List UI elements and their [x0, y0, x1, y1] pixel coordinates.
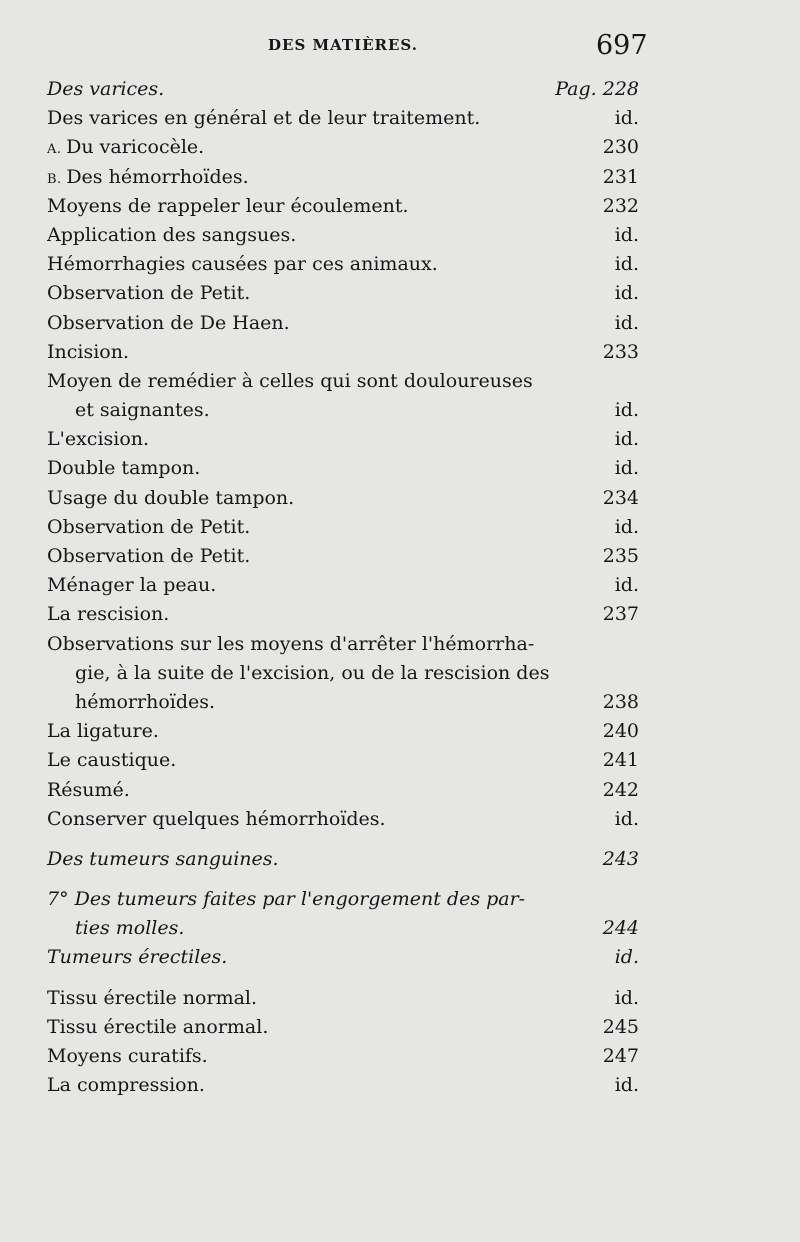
toc-entry — [47, 984, 639, 1013]
toc-entry-title: La rescision. — [47, 603, 170, 626]
toc-entry — [47, 885, 639, 914]
table-of-contents — [47, 75, 639, 1100]
toc-entry — [47, 425, 639, 454]
toc-entry-page: id. — [614, 282, 639, 305]
toc-entry — [47, 600, 639, 629]
toc-entry-title: Le caustique. — [47, 749, 177, 772]
toc-entry — [47, 484, 639, 513]
toc-entry-title: La ligature. — [47, 720, 159, 743]
toc-entry-title: 7° Des tumeurs faites par l'engorgement des par- — [47, 888, 526, 911]
toc-entry-page: id. — [614, 107, 639, 130]
toc-entry-title: Tumeurs érectiles. — [47, 946, 228, 969]
toc-entry-page: id. — [614, 399, 639, 422]
toc-entry-title: L'excision. — [47, 428, 150, 451]
toc-entry-page: 235 — [602, 545, 639, 567]
toc-entry-title: et saignantes. — [75, 399, 210, 422]
toc-entry-prefix: A. — [47, 142, 67, 158]
toc-entry-title: Tissu érectile normal. — [47, 986, 258, 1009]
entry-spacer — [47, 834, 639, 845]
toc-entry-page: 241 — [602, 749, 639, 772]
toc-entry-title: Observation de Petit. — [47, 545, 251, 567]
toc-entry — [47, 309, 639, 338]
toc-entry-page: id. — [614, 807, 639, 830]
toc-entry-title: Ménager la peau. — [47, 574, 217, 597]
toc-entry-page: 247 — [602, 1045, 639, 1067]
toc-entry-title: Usage du double tampon. — [47, 486, 295, 509]
toc-entry — [47, 717, 639, 746]
toc-entry — [47, 1042, 639, 1071]
toc-entry-page: Pag. 228 — [555, 78, 639, 100]
toc-entry-page: 234 — [602, 486, 639, 509]
toc-entry-title: Résumé. — [47, 778, 130, 801]
toc-entry-title: Observations sur les moyens d'arrêter l'hémorrha- — [47, 632, 535, 655]
toc-entry-title: Des tumeurs sanguines. — [47, 847, 279, 870]
toc-entry-page: id. — [614, 946, 639, 969]
entry-spacer — [47, 973, 639, 984]
toc-entry-page: 230 — [602, 136, 639, 159]
toc-entry-title: Hémorrhagies causées par ces animaux. — [47, 253, 438, 276]
toc-entry-prefix: 7° — [47, 888, 75, 911]
toc-entry-page: 240 — [602, 720, 639, 743]
toc-entry — [47, 943, 639, 972]
toc-entry-title: A. Du varicocèle. — [47, 136, 205, 159]
toc-entry-page: id. — [614, 223, 639, 246]
toc-entry-page: id. — [614, 428, 639, 451]
toc-entry-title: Observation de Petit. — [47, 515, 251, 538]
toc-entry-page: 233 — [602, 340, 639, 363]
toc-entry-title: Des varices en général et de leur traitement. — [47, 107, 481, 130]
toc-entry — [47, 805, 639, 834]
page-number: 697 — [596, 30, 648, 61]
toc-entry-title: Observation de Petit. — [47, 282, 251, 305]
toc-entry-title: Moyen de remédier à celles qui sont douloureuses — [47, 369, 533, 392]
toc-entry-title: Double tampon. — [47, 457, 201, 480]
toc-entry-page: 238 — [602, 690, 639, 713]
toc-entry-title: gie, à la suite de l'excision, ou de la rescision des — [75, 661, 550, 684]
toc-entry — [47, 688, 639, 717]
toc-entry-title: Moyens de rappeler leur écoulement. — [47, 194, 409, 217]
toc-entry — [47, 1013, 639, 1042]
toc-entry-page: id. — [614, 457, 639, 480]
entry-spacer — [47, 874, 639, 885]
toc-entry — [47, 454, 639, 483]
toc-entry-page: 231 — [602, 165, 639, 188]
toc-entry-title: Conserver quelques hémorrhoïdes. — [47, 807, 386, 830]
toc-entry — [47, 279, 639, 308]
toc-entry-title: Moyens curatifs. — [47, 1045, 208, 1067]
toc-entry — [47, 630, 639, 659]
toc-entry-page: id. — [614, 311, 639, 334]
toc-entry-prefix: B. — [47, 171, 67, 187]
toc-entry-page: 232 — [602, 194, 639, 217]
toc-entry-page: 242 — [602, 778, 639, 801]
toc-entry — [47, 914, 639, 943]
toc-entry — [47, 746, 639, 775]
toc-entry — [47, 513, 639, 542]
toc-entry — [47, 367, 639, 396]
toc-entry-page: id. — [614, 253, 639, 276]
toc-entry-title: Observation de De Haen. — [47, 311, 290, 334]
toc-entry-title: Incision. — [47, 340, 130, 363]
toc-entry — [47, 571, 639, 600]
toc-entry-title: La compression. — [47, 1074, 205, 1097]
toc-entry — [47, 542, 639, 571]
toc-entry — [47, 250, 639, 279]
toc-entry — [47, 163, 639, 192]
toc-entry-page: 244 — [602, 917, 639, 940]
toc-entry-title: ties molles. — [75, 917, 185, 940]
toc-entry — [47, 396, 639, 425]
toc-entry — [47, 104, 639, 133]
toc-entry — [47, 1071, 639, 1100]
toc-entry — [47, 845, 639, 874]
toc-entry-title: Tissu érectile anormal. — [47, 1015, 269, 1038]
toc-entry-title: Des varices. — [47, 78, 165, 100]
toc-entry — [47, 221, 639, 250]
toc-entry-title: hémorrhoïdes. — [75, 690, 216, 713]
toc-entry-page: id. — [614, 986, 639, 1009]
toc-entry — [47, 338, 639, 367]
toc-entry-page: id. — [614, 515, 639, 538]
toc-entry — [47, 192, 639, 221]
toc-entry-page: 243 — [602, 847, 639, 870]
toc-entry-page: 237 — [602, 603, 639, 626]
toc-entry — [47, 776, 639, 805]
toc-entry — [47, 75, 639, 104]
toc-entry-title: Application des sangsues. — [47, 223, 297, 246]
toc-entry-page: 245 — [602, 1015, 639, 1038]
toc-entry — [47, 659, 639, 688]
toc-entry-page: id. — [614, 1074, 639, 1097]
toc-entry-title: B. Des hémorrhoïdes. — [47, 165, 249, 188]
toc-entry — [47, 133, 639, 162]
running-head: DES MATIÈRES. — [268, 36, 418, 54]
toc-entry-page: id. — [614, 574, 639, 597]
